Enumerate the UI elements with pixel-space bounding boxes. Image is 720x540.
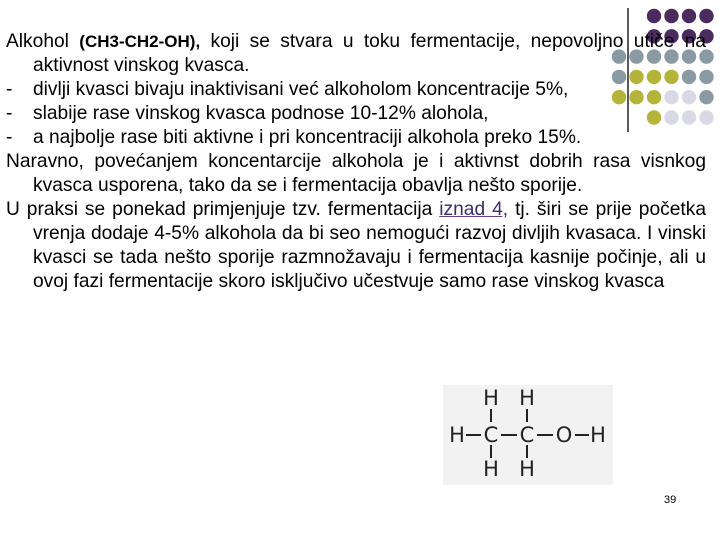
atom-h-bottom-left: H [483,457,499,481]
atom-h-top-right: H [519,386,535,410]
atom-h-bottom-right: H [519,457,535,481]
bullet-text: divlji kvasci bivaju inaktivisani već alkoholom koncentracije 5%, [33,79,569,100]
decorative-dot [647,9,661,23]
atom-c-1: C [483,423,499,447]
atom-o: O [555,423,573,447]
atom-h-top-left: H [483,386,499,410]
bullet-item [6,126,706,150]
bullet-marker: - [6,79,13,100]
bullet-marker: - [6,103,13,124]
atom-h-right: H [590,423,606,447]
ethanol-formula: (CH3-CH2-OH), [79,32,201,51]
decorative-dot [699,9,713,23]
bullet-text: a najbolje rase biti aktivne i pri koncentraciji alkohola preko 15%. [33,127,582,148]
decorative-dot [664,9,678,23]
slide-body [6,30,706,294]
title-word: Alkohol [6,31,69,52]
intro-paragraph [6,30,706,78]
iznad-link[interactable]: iznad 4, [439,199,509,220]
atom-c-2: C [519,423,535,447]
bullet-item [6,78,706,102]
paragraph-three-start: U praksi se ponekad primjenjuje tzv. fermentacija [6,199,433,220]
paragraph-two: Naravno, povećanjem koncentarcije alkohola je i aktivnst dobrih rasa visnkog kvasca usporena, tako da se i fermentacija obavlja nešto sporije. [6,151,706,196]
bullet-marker: - [6,127,13,148]
ethanol-structure-image [443,385,613,485]
intro-text: koji se stvara u toku fermentacije, nepovoljno utiče na aktivnost vinskog kvasca. [33,31,706,76]
decorative-dot [682,9,696,23]
page-number: 39 [664,494,677,506]
atom-h-left: H [449,423,465,447]
paragraph-three [6,198,706,294]
paragraph-three-end: tj. širi se prije početka vrenja dodaje 4-5% alkohola da bi seo nemogući razvoj divljih kvasaca. I vinski kvasci se tada nešto sporije razmnožavaju i fermentacija kasnije počinje, ali u ovoj fazi fermentacije skoro isključivo učestvuje samo rase vinskog kvasca [33,199,707,292]
bullet-text: slabije rase vinskog kvasca podnose 10-12% alohola, [33,103,489,124]
bullet-item [6,102,706,126]
